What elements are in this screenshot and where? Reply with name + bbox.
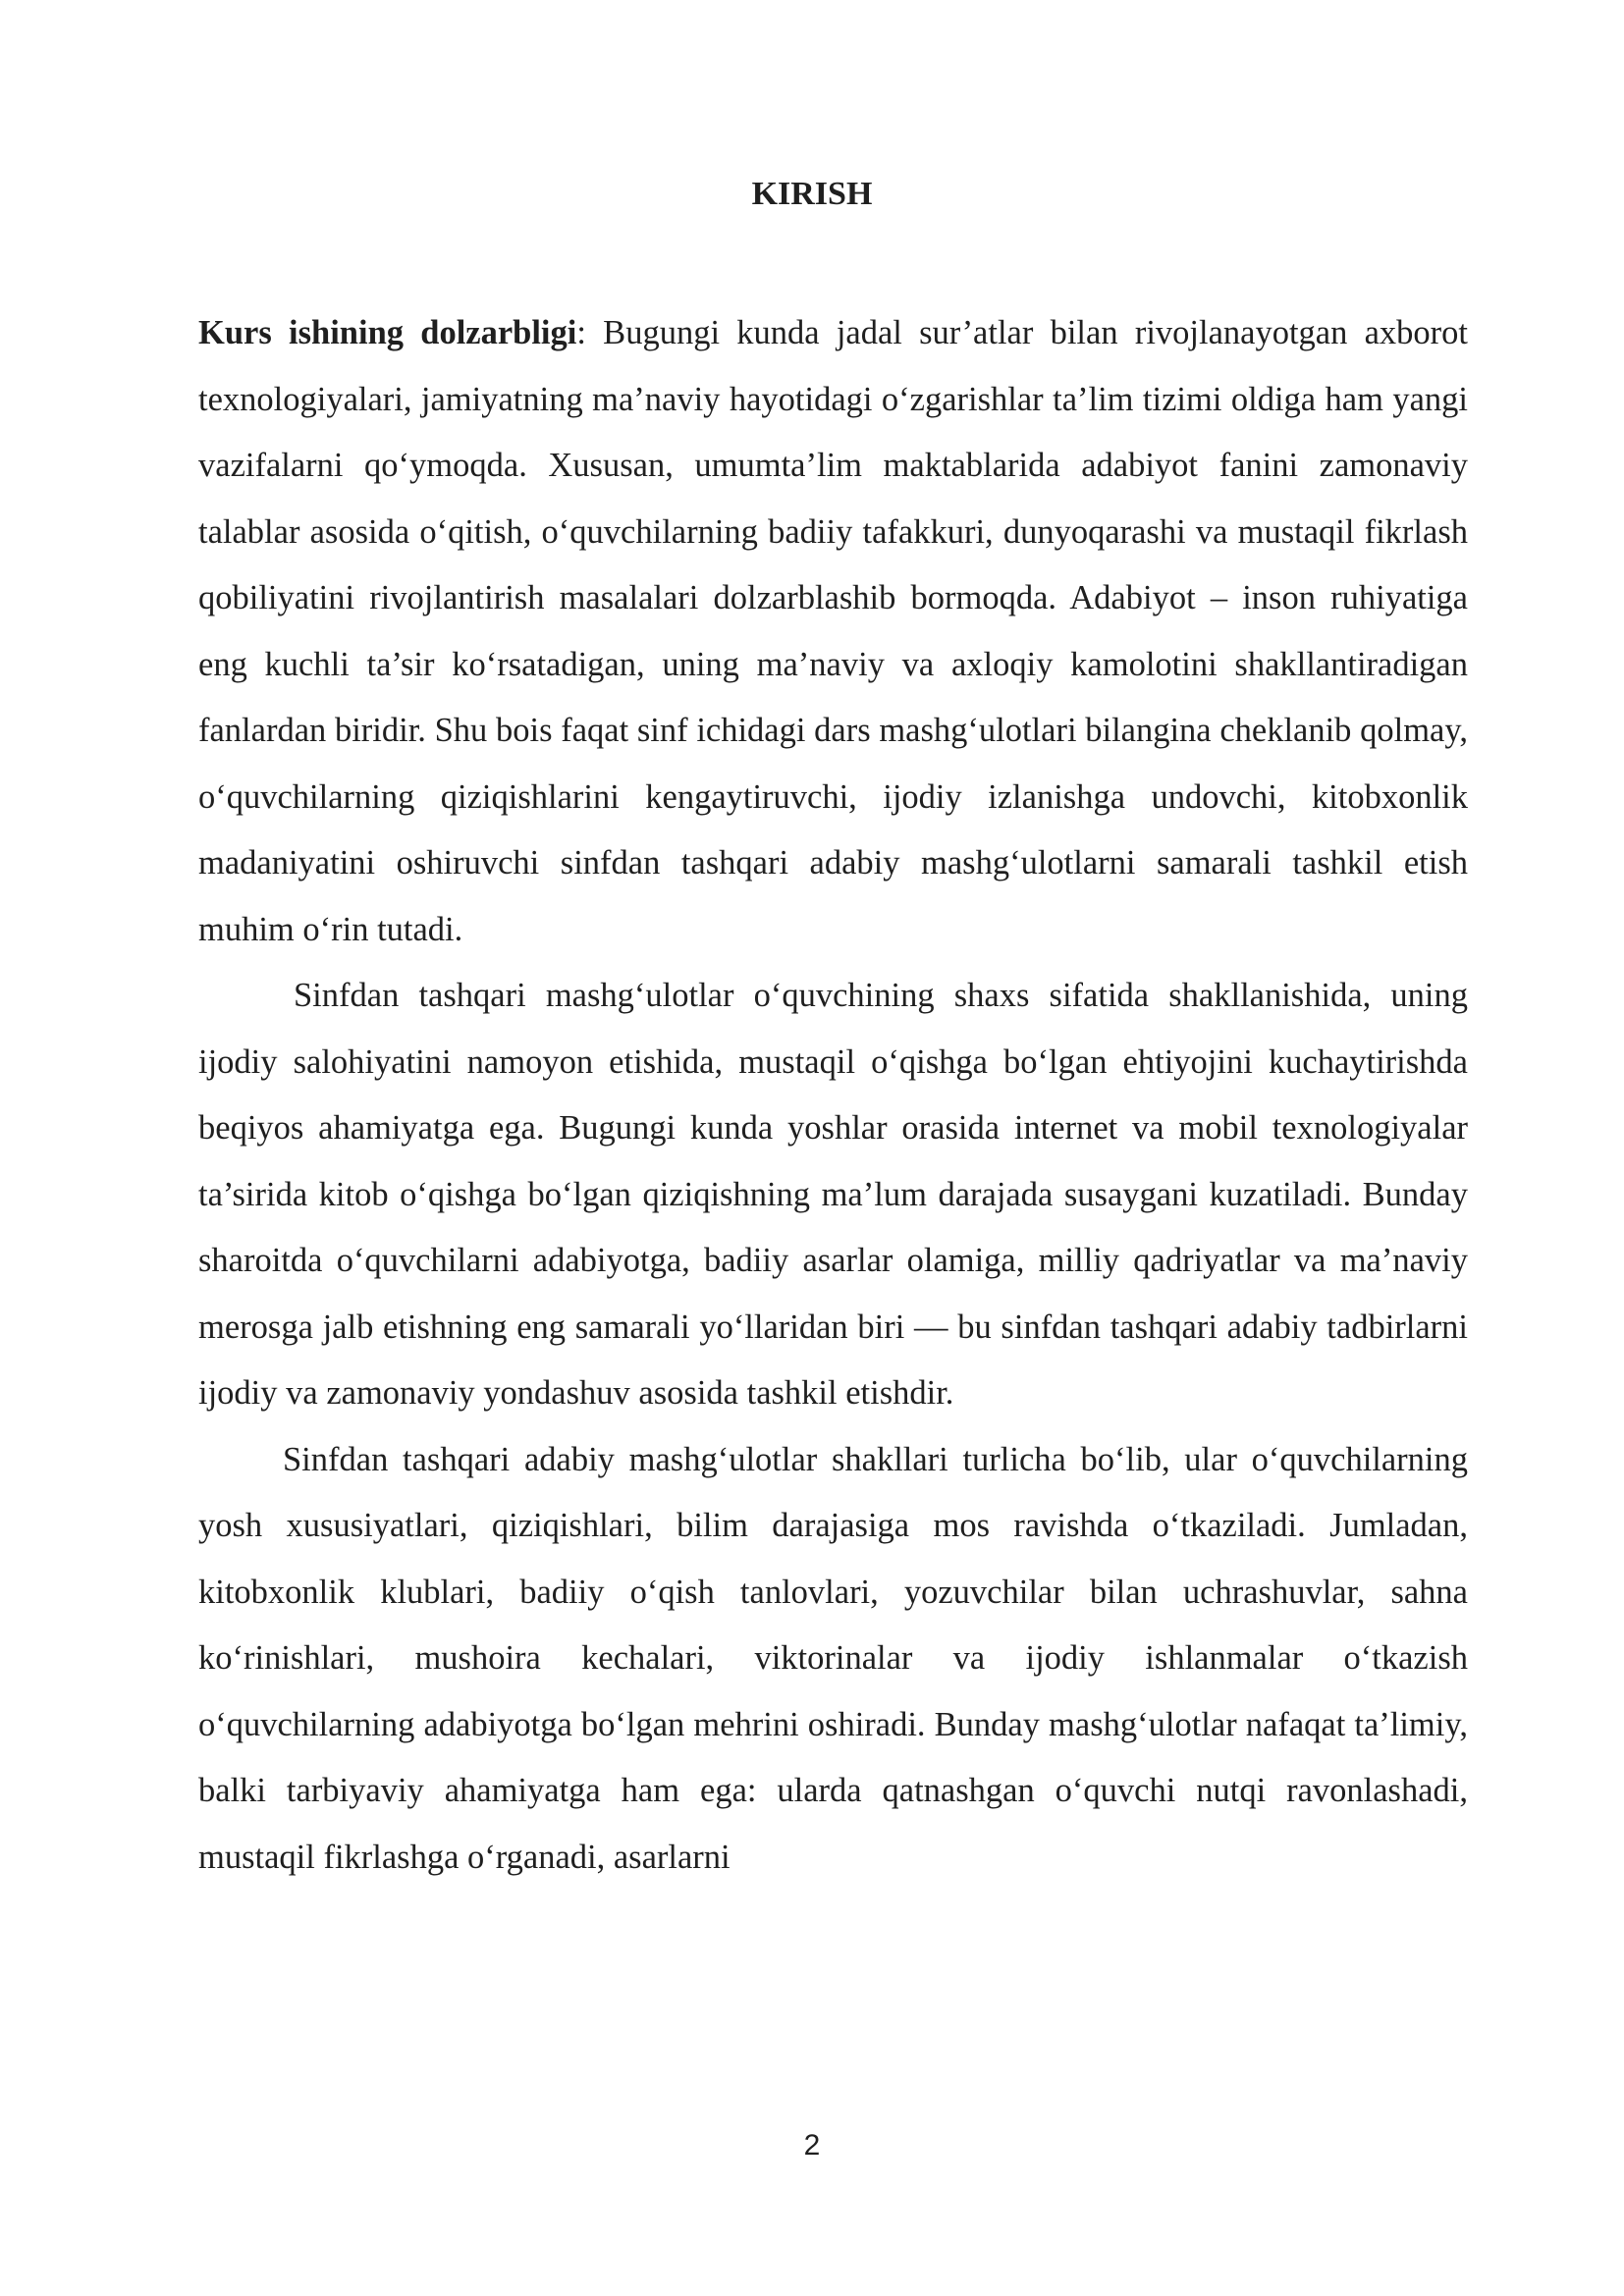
paragraph-extracurricular: Sinfdan tashqari mashg‘ulotlar o‘quvchining shaxs sifatida shakllanishida, uning ijodiy salohiyatini namoyon etishida, mustaqil o‘qishga bo‘lgan ehtiyojini kuchaytirishda beqiyos ahamiyatga ega. Bugungi kunda yoshlar orasida internet va mobil texnologiyalar ta’sirida kitob o‘qishga bo‘lgan qiziqishning ma’lum darajada susaygani kuzatiladi. Bunday sharoitda o‘quvchilarni adabiyotga, badiiy asarlar olamiga, milliy qadriyatlar va ma’naviy merosga jalb etishning eng samarali yo‘llaridan biri — bu sinfdan tashqari adabiy tadbirlarni ijodiy va zamonaviy yondashuv asosida tashkil etishdir. — [198, 977, 1468, 1412]
paragraph-relevance — [198, 300, 1468, 963]
page-title: KIRISH — [751, 176, 873, 212]
page-number: 2 — [803, 2129, 821, 2162]
paragraph-text: : Bugungi kunda jadal sur’atlar bilan rivojlanayotgan axborot texnologiyalari, jamiyatning ma’naviy hayotidagi o‘zgarishlar ta’lim tizimi oldiga ham yangi vazifalarni qo‘ymoqda. Xususan, umumta’lim maktablarida adabiyot fanini zamonaviy talablar asosida o‘qitish, o‘quvchilarning badiiy tafakkuri, dunyoqarashi va mustaqil fikrlash qobiliyatini rivojlantirish masalalari dolzarblashib bormoqda. Adabiyot – inson ruhiyatiga eng kuchli ta’sir ko‘rsatadigan, uning ma’naviy va axloqiy kamolotini shakllantiradigan fanlardan biridir. Shu bois faqat sinf ichidagi dars mashg‘ulotlari bilangina cheklanib qolmay, o‘quvchilarning qiziqishlarini kengaytiruvchi, ijodiy izlanishga undovchi, kitobxonlik madaniyatini oshiruvchi sinfdan tashqari adabiy mashg‘ulotlarni samarali tashkil etish muhim o‘rin tutadi. — [198, 314, 1468, 948]
paragraph-lead: Kurs ishining dolzarbligi — [198, 314, 577, 351]
body-text — [198, 300, 1468, 1891]
paragraph-activity-forms: Sinfdan tashqari adabiy mashg‘ulotlar shakllari turlicha bo‘lib, ular o‘quvchilarning yosh xususiyatlari, qiziqishlari, bilim darajasiga mos ravishda o‘tkaziladi. Jumladan, kitobxonlik klublari, badiiy o‘qish tanlovlari, yozuvchilar bilan uchrashuvlar, sahna ko‘rinishlari, mushoira kechalari, viktorinalar va ijodiy ishlanmalar o‘tkazish o‘quvchilarning adabiyotga bo‘lgan mehrini oshiradi. Bunday mashg‘ulotlar nafaqat ta’limiy, balki tarbiyaviy ahamiyatga ham ega: ularda qatnashgan o‘quvchi nutqi ravonlashadi, mustaqil fikrlashga o‘rganadi, asarlarni — [198, 1440, 1468, 1876]
